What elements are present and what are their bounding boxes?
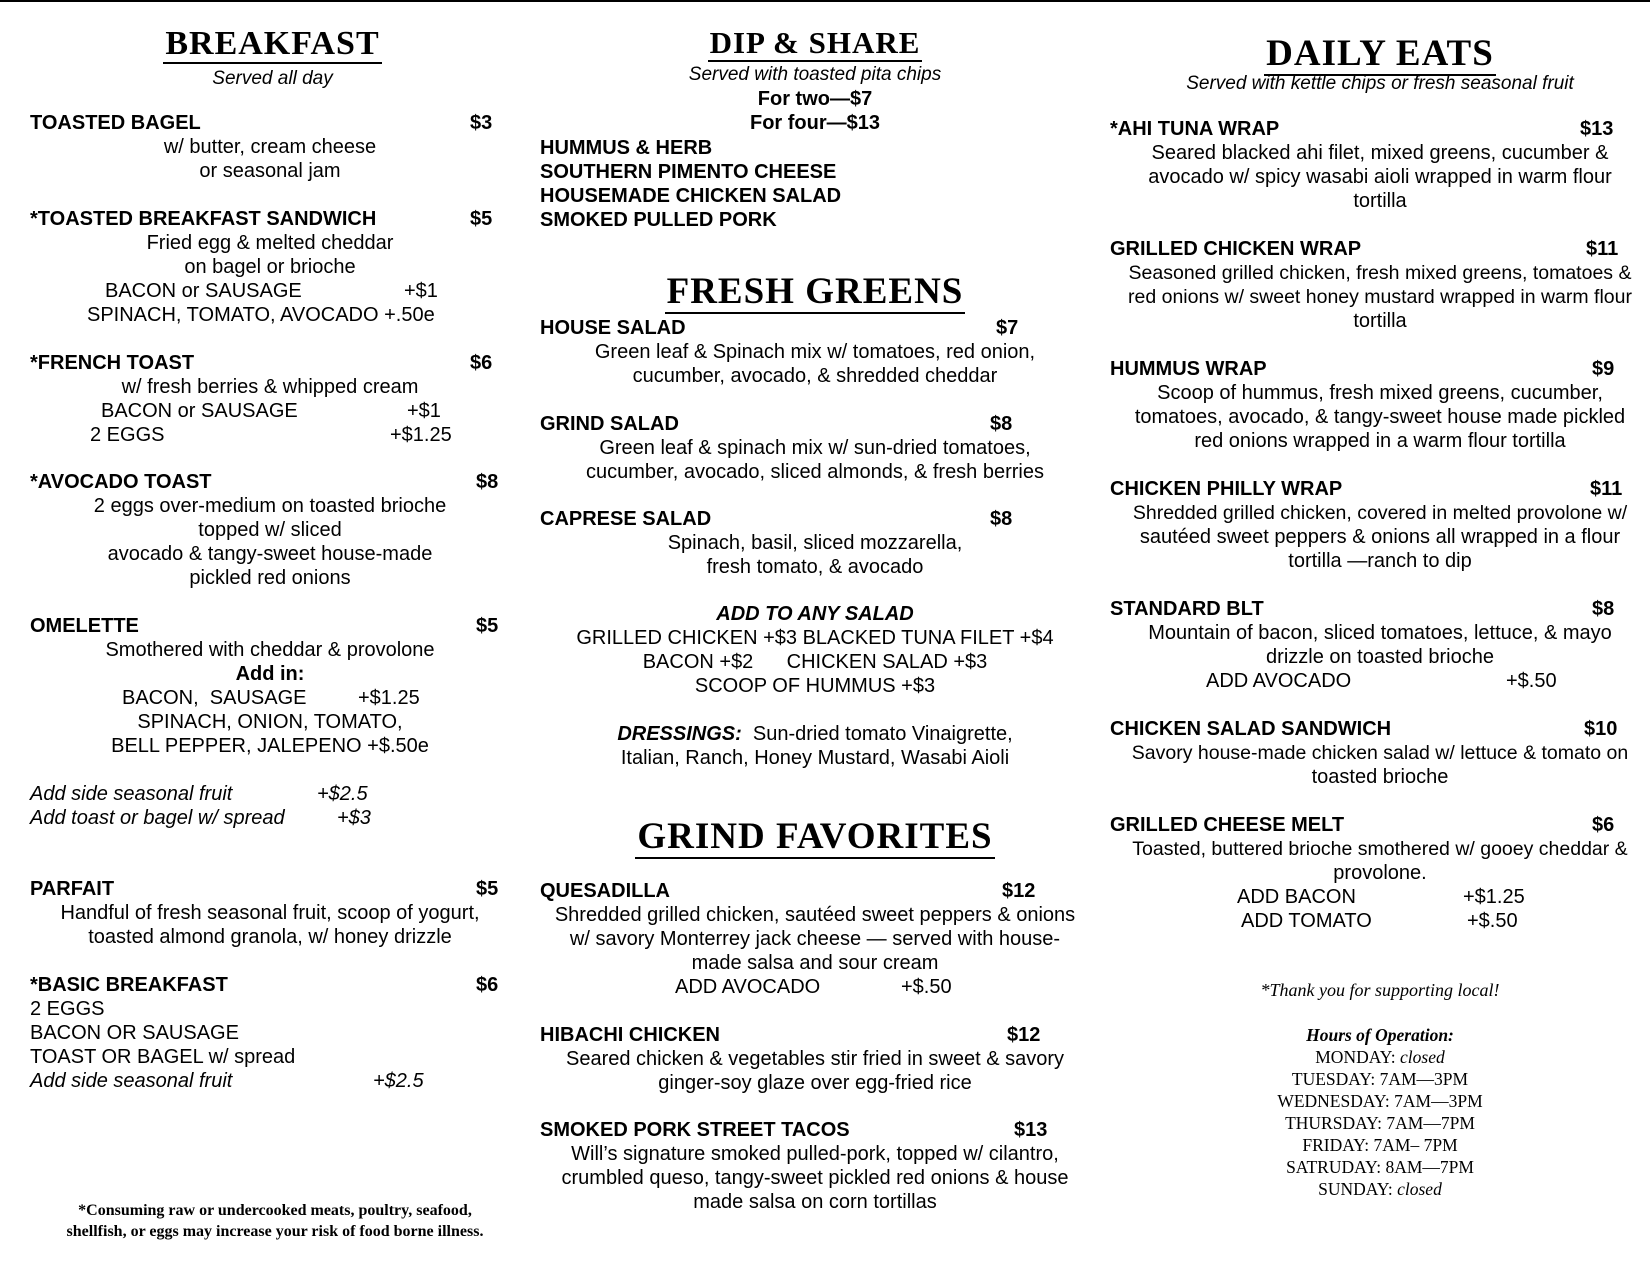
item-price: $6: [476, 974, 499, 996]
item-name: SMOKED PORK STREET TACOS: [540, 1119, 850, 1141]
hours-time: 8AM—7PM: [1381, 1157, 1474, 1177]
hours-row: [1110, 1112, 1650, 1134]
menu-item-chicken-salad-sandwich: [1110, 717, 1650, 789]
item-name: CHICKEN PHILLY WRAP: [1110, 478, 1343, 500]
dip-title-text: DIP & SHARE: [709, 25, 921, 60]
dressings-list: Sun-dried tomato Vinaigrette,: [741, 723, 1013, 745]
menu-item-omelette: [30, 614, 510, 758]
favorites-title-text: GRIND FAVORITES: [637, 816, 993, 857]
item-desc: Shredded grilled chicken, covered in melted provolone w/: [1132, 502, 1628, 524]
hours-time: closed: [1395, 1047, 1445, 1067]
item-desc: 2 eggs over-medium on toasted brioche: [93, 495, 447, 517]
list-item: HUMMUS & HERB: [540, 137, 713, 159]
disclaimer-line: shellfish, or eggs may increase your risk of food borne illness.: [66, 1223, 484, 1240]
hours-time: closed: [1392, 1179, 1442, 1199]
thanks-note: *Thank you for supporting local!: [1260, 980, 1500, 1000]
side-label: Add toast or bagel w/ spread: [30, 807, 285, 829]
item-price: $3: [470, 112, 493, 134]
item-desc: Spinach, basil, sliced mozzarella,: [667, 532, 963, 554]
item-desc: w/ savory Monterrey jack cheese — served with house-: [569, 928, 1061, 950]
menu-item-standard-blt: [1110, 597, 1650, 693]
menu-item-basic-breakfast: [30, 973, 510, 1093]
menu-item-ahi-tuna-wrap: [1110, 117, 1650, 213]
hours-day: WEDNESDAY:: [1277, 1091, 1390, 1111]
hours-time: 7AM—3PM: [1389, 1091, 1483, 1111]
add-on-label: SPINACH, TOMATO, AVOCADO +.50e: [87, 304, 435, 326]
menu-item-house-salad: [540, 316, 1090, 388]
hours-day: SATRUDAY:: [1286, 1157, 1382, 1177]
list-item: SOUTHERN PIMENTO CHEESE: [540, 161, 837, 183]
hours-row: [1110, 1068, 1650, 1090]
disclaimer-line: *Consuming raw or undercooked meats, poultry, seafood,: [78, 1202, 472, 1219]
item-desc: Seasoned grilled chicken, fresh mixed greens, tomatoes &: [1128, 262, 1632, 284]
breakfast-sides: [30, 782, 510, 830]
item-desc: Green leaf & spinach mix w/ sun-dried tomatoes,: [599, 437, 1031, 459]
dressings-label: DRESSINGS:: [617, 723, 742, 745]
hours-row: [1110, 1156, 1650, 1178]
add-on-line: BACON +$2 CHICKEN SALAD +$3: [642, 651, 988, 673]
menu-item-avocado-toast: [30, 470, 510, 590]
item-price: $8: [990, 413, 1013, 435]
breakfast-title-text: BREAKFAST: [165, 25, 380, 62]
disclaimer: [10, 1200, 540, 1242]
hours-time: 7AM—3PM: [1375, 1069, 1469, 1089]
add-on-label: BACON or SAUSAGE: [101, 400, 298, 422]
add-on-price: +$1.25: [390, 424, 452, 446]
greens-title-text: FRESH GREENS: [666, 271, 964, 312]
item-price: $6: [470, 352, 493, 374]
hours-row: [1110, 1134, 1650, 1156]
add-on-label: 2 EGGS: [90, 424, 165, 446]
item-desc: provolone.: [1333, 862, 1427, 884]
item-price: $5: [476, 878, 499, 900]
daily-title-text: DAILY EATS: [1266, 33, 1494, 74]
side-label: Add side seasonal fruit: [30, 1070, 233, 1092]
menu-item-chicken-philly-wrap: [1110, 477, 1650, 573]
menu-item-street-tacos: [540, 1118, 1090, 1214]
menu-item-parfait: [30, 877, 510, 949]
menu-item-caprese-salad: [540, 507, 1090, 579]
hours-title: Hours of Operation:: [1306, 1025, 1454, 1045]
menu-item-grilled-cheese-melt: [1110, 813, 1650, 933]
item-desc: Toasted, buttered brioche smothered w/ gooey cheddar &: [1132, 838, 1628, 860]
hours-day: THURSDAY:: [1285, 1113, 1383, 1133]
menu-item-french-toast: [30, 351, 510, 447]
item-desc: w/ butter, cream cheese: [163, 136, 377, 158]
item-desc: Scoop of hummus, fresh mixed greens, cucumber,: [1157, 382, 1603, 404]
item-name: GRILLED CHEESE MELT: [1110, 814, 1345, 836]
item-desc: w/ fresh berries & whipped cream: [121, 376, 419, 398]
add-on-price: +$1: [407, 400, 441, 422]
item-name: HUMMUS WRAP: [1110, 358, 1267, 380]
dip-price-two: For two—$7: [757, 88, 873, 110]
dressings-line: Italian, Ranch, Honey Mustard, Wasabi Aioli: [620, 747, 1010, 769]
item-desc: tortilla: [1353, 190, 1407, 212]
add-on-row: [30, 423, 510, 447]
add-on-price: +$.50: [901, 976, 952, 998]
hours-day: TUESDAY:: [1291, 1069, 1376, 1089]
item-desc: Green leaf & Spinach mix w/ tomatoes, red onion,: [594, 341, 1036, 363]
item-name: CAPRESE SALAD: [540, 508, 712, 530]
item-name: *AHI TUNA WRAP: [1110, 118, 1280, 140]
hours-time: 7AM—7PM: [1382, 1113, 1475, 1133]
item-desc: tortilla —ranch to dip: [1288, 550, 1472, 572]
add-on-row: BELL PEPPER, JALEPENO +$.50e: [111, 735, 429, 757]
item-name: *AVOCADO TOAST: [30, 471, 212, 493]
item-price: $8: [1592, 598, 1615, 620]
hours-day: SUNDAY:: [1318, 1179, 1393, 1199]
item-name: TOASTED BAGEL: [30, 112, 201, 134]
item-line: TOAST OR BAGEL w/ spread: [30, 1046, 296, 1068]
dip-list: [540, 136, 841, 232]
hours-day: MONDAY:: [1315, 1047, 1396, 1067]
item-name: GRIND SALAD: [540, 413, 679, 435]
item-desc: tomatoes, avocado, & tangy-sweet house made pickled: [1134, 406, 1626, 428]
add-on-label: ADD AVOCADO: [1206, 670, 1352, 692]
item-desc: avocado w/ spicy wasabi aioli wrapped in warm flour: [1148, 166, 1612, 188]
item-name: *TOASTED BREAKFAST SANDWICH: [30, 208, 377, 230]
add-on-row: [30, 303, 510, 327]
hours-row: [1110, 1178, 1650, 1200]
greens-title: [540, 270, 1090, 313]
item-desc: pickled red onions: [189, 567, 351, 589]
add-on-label: BACON or SAUSAGE: [105, 280, 302, 302]
add-on-row: [30, 686, 510, 710]
breakfast-subtitle: Served all day: [212, 68, 333, 89]
item-desc: or seasonal jam: [199, 160, 341, 182]
dip-subtitle: Served with toasted pita chips: [688, 64, 942, 85]
daily-subtitle: Served with kettle chips or fresh seasonal fruit: [1186, 73, 1574, 94]
item-desc: on bagel or brioche: [184, 256, 356, 278]
side-row: [30, 1069, 510, 1093]
item-desc: made salsa and sour cream: [691, 952, 939, 974]
item-price: $5: [470, 208, 493, 230]
salad-add-ons: [540, 602, 1090, 698]
hours-day: FRIDAY:: [1302, 1135, 1370, 1155]
add-on-price: +$1.25: [1463, 886, 1525, 908]
item-desc: sautéed sweet peppers & onions all wrapped in a flour: [1139, 526, 1621, 548]
item-desc: Fried egg & melted cheddar: [146, 232, 394, 254]
menu-item-toasted-bagel: [30, 111, 510, 183]
side-label: Add side seasonal fruit: [30, 783, 233, 805]
hours-of-operation: [1110, 1024, 1650, 1200]
item-desc: cucumber, avocado, sliced almonds, & fresh berries: [586, 461, 1044, 483]
add-on-row: [30, 279, 510, 303]
item-price: $12: [1007, 1024, 1041, 1046]
item-desc: tortilla: [1353, 310, 1407, 332]
add-on-row: [1110, 669, 1650, 693]
item-price: $13: [1014, 1119, 1048, 1141]
menu-item-grilled-chicken-wrap: [1110, 237, 1650, 333]
side-price: +$2.5: [317, 783, 368, 805]
item-price: $8: [476, 471, 499, 493]
hours-row: [1110, 1090, 1650, 1112]
item-price: $8: [990, 508, 1013, 530]
item-desc: fresh tomato, & avocado: [706, 556, 924, 578]
side-row: [30, 806, 510, 830]
item-line: BACON OR SAUSAGE: [30, 1022, 239, 1044]
dressings-line: [540, 722, 1090, 746]
item-desc: crumbled queso, tangy-sweet pickled red onions & house: [561, 1167, 1069, 1189]
add-on-row: [1110, 909, 1650, 933]
item-desc: red onions wrapped in a warm flour tortilla: [1194, 430, 1566, 452]
add-on-row: [1110, 885, 1650, 909]
item-desc: ginger-soy glaze over egg-fried rice: [658, 1072, 972, 1094]
item-price: $9: [1592, 358, 1615, 380]
item-desc: made salsa on corn tortillas: [693, 1191, 937, 1213]
item-name: CHICKEN SALAD SANDWICH: [1110, 718, 1392, 740]
item-price: $5: [476, 615, 499, 637]
item-name: STANDARD BLT: [1110, 598, 1264, 620]
item-name: *BASIC BREAKFAST: [30, 974, 228, 996]
item-desc: Smothered with cheddar & provolone: [105, 639, 435, 661]
item-price: $12: [1002, 880, 1036, 902]
daily-title: [1110, 32, 1650, 75]
side-row: [30, 782, 510, 806]
add-on-price: +$1: [404, 280, 438, 302]
item-desc: Handful of fresh seasonal fruit, scoop of yogurt,: [60, 902, 480, 924]
top-border: [0, 0, 1650, 2]
list-item: HOUSEMADE CHICKEN SALAD: [540, 185, 842, 207]
add-on-label: ADD TOMATO: [1241, 910, 1372, 932]
dip-price-four: For four—$13: [749, 112, 881, 134]
menu-item-hummus-wrap: [1110, 357, 1650, 453]
item-price: $7: [996, 317, 1019, 339]
add-on-label: ADD AVOCADO: [675, 976, 821, 998]
item-line: 2 EGGS: [30, 998, 105, 1020]
list-item: SMOKED PULLED PORK: [540, 209, 777, 231]
menu-item-breakfast-sandwich: [30, 207, 510, 327]
add-on-price: +$1.25: [358, 687, 420, 709]
item-price: $10: [1584, 718, 1618, 740]
breakfast-title: [0, 25, 545, 63]
side-price: +$2.5: [373, 1070, 424, 1092]
add-on-label: ADD BACON: [1237, 886, 1356, 908]
add-on-price: +$.50: [1506, 670, 1557, 692]
hours-time: 7AM– 7PM: [1369, 1135, 1458, 1155]
item-name: QUESADILLA: [540, 880, 670, 902]
item-desc: toasted almond granola, w/ honey drizzle: [88, 926, 452, 948]
hours-row: [1110, 1046, 1650, 1068]
item-price: $11: [1586, 238, 1619, 260]
add-on-line: SCOOP OF HUMMUS +$3: [694, 675, 936, 697]
item-price: $13: [1580, 118, 1614, 140]
item-desc: Shredded grilled chicken, sautéed sweet peppers & onions: [554, 904, 1076, 926]
item-desc: cucumber, avocado, & shredded cheddar: [632, 365, 998, 387]
item-name: PARFAIT: [30, 878, 115, 900]
dressings: [540, 722, 1090, 770]
add-on-row: [30, 399, 510, 423]
item-desc: drizzle on toasted brioche: [1266, 646, 1494, 668]
item-name: *FRENCH TOAST: [30, 352, 195, 374]
add-in-label: Add in:: [235, 663, 305, 685]
item-desc: Seared blacked ahi filet, mixed greens, cucumber &: [1151, 142, 1609, 164]
item-price: $11: [1590, 478, 1623, 500]
add-on-price: +$.50: [1467, 910, 1518, 932]
add-on-row: [540, 975, 1090, 999]
item-desc: avocado & tangy-sweet house-made: [107, 543, 433, 565]
menu-item-quesadilla: [540, 879, 1090, 999]
menu-item-hibachi-chicken: [540, 1023, 1090, 1095]
item-desc: Will’s signature smoked pulled-pork, topped w/ cilantro,: [571, 1143, 1059, 1165]
item-name: HOUSE SALAD: [540, 317, 686, 339]
item-desc: topped w/ sliced: [198, 519, 342, 541]
side-price: +$3: [337, 807, 371, 829]
add-on-label: BACON, SAUSAGE: [122, 687, 307, 709]
item-price: $6: [1592, 814, 1615, 836]
item-name: GRILLED CHICKEN WRAP: [1110, 238, 1362, 260]
item-desc: Mountain of bacon, sliced tomatoes, lettuce, & mayo: [1148, 622, 1612, 644]
favorites-title: [540, 815, 1090, 858]
item-name: OMELETTE: [30, 615, 139, 637]
item-name: HIBACHI CHICKEN: [540, 1024, 720, 1046]
item-desc: red onions w/ sweet honey mustard wrapped in warm flour: [1128, 286, 1632, 308]
add-on-row: SPINACH, ONION, TOMATO,: [137, 711, 403, 733]
add-on-line: GRILLED CHICKEN +$3 BLACKED TUNA FILET +$4: [576, 627, 1054, 649]
dip-title: [540, 25, 1090, 61]
item-desc: Savory house-made chicken salad w/ lettuce & tomato on: [1131, 742, 1629, 764]
item-desc: Seared chicken & vegetables stir fried in sweet & savory: [565, 1048, 1065, 1070]
add-ons-title: ADD TO ANY SALAD: [716, 603, 914, 625]
item-desc: toasted brioche: [1311, 766, 1449, 788]
menu-item-grind-salad: [540, 412, 1090, 484]
